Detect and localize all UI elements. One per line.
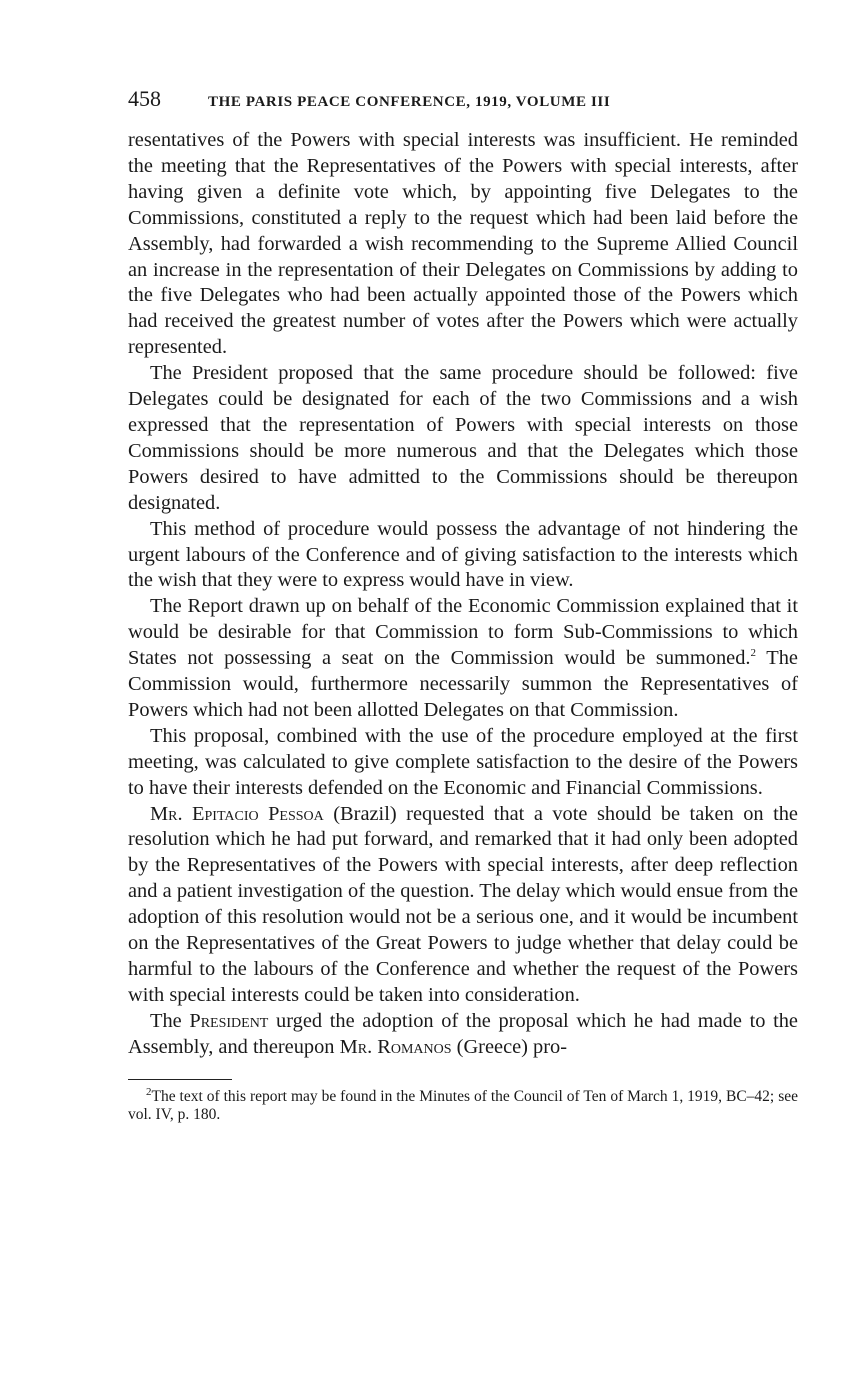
document-page [128,86,798,1124]
paragraph-1 [128,128,798,361]
page-header [128,86,798,116]
paragraph-4-text-a: The Report drawn up on behalf of the Economic Commission explained that it would be desirable for that Commission to form Sub-Commissions to which States not possessing a seat on the Commission would be summoned. [128,595,798,670]
page-number: 458 [128,86,161,111]
paragraph-6-text: (Brazil) requested that a vote should be taken on the resolution which he had put forward, and remarked that it had only been adopted by the Representatives of the Powers with special interests, after deep reflection and a patient investigation of the question. The delay which would ensue from the adoption of this resolution would not be a serious one, and it would be incumbent on the Representatives of the Great Powers to judge whether that delay could be harmful to the labours of the Conference and whether the request of the Powers with special interests could be taken into consideration. [128,802,798,1006]
running-title: THE PARIS PEACE CONFERENCE, 1919, VOLUME III [208,94,611,110]
paragraph-2-text: The President proposed that the same procedure should be followed: five Delegates could be designated for each of the two Commissions and a wish expressed that the representation of Powers with special interests on those Commissions should be more numerous and that the Delegates which those Powers desired to have admitted to the Commissions should be thereupon designated. [128,362,798,514]
paragraph-5-text: This proposal, combined with the use of the procedure employed at the first meeting, was calculated to give complete satisfaction to the desire of the Powers to have their interests defended on the Economic and Financial Commissions. [128,724,798,799]
footnote-text: The text of this report may be found in the Minutes of the Council of Ten of March 1, 1919, BC–42; see vol. IV, p. 180. [128,1087,798,1123]
paragraph-3 [128,517,798,595]
speaker-name: Mr. Epitacio Pessoa [150,802,324,825]
paragraph-2 [128,361,798,516]
paragraph-5 [128,724,798,802]
paragraph-4-text-b: The Commission would, furthermore necessarily summon the Representatives of Powers which had not been allotted Delegates on that Commission. [128,647,798,721]
paragraph-4 [128,594,798,724]
footnote [128,1085,798,1124]
paragraph-7-text-c: (Greece) pro- [451,1035,568,1058]
paragraph-6 [128,802,798,1009]
footnote-marker: 2 [146,1085,152,1098]
footnote-reference: 2 [750,647,756,660]
paragraph-7-text-a: The [150,1009,190,1032]
paragraph-3-text: This method of procedure would possess the advantage of not hindering the urgent labours of the Conference and of giving satisfaction to the interests which the wish that they were to express would have in view. [128,517,798,592]
romanos-name: Mr. Romanos [339,1035,452,1058]
paragraph-7 [128,1009,798,1061]
president-name: President [189,1009,269,1032]
paragraph-7-text-b: urged the adoption of the proposal which he had made to the Assembly, and thereupon [128,1009,798,1058]
footnote-divider [128,1079,232,1080]
body-text [128,128,798,1061]
paragraph-1-text: resentatives of the Powers with special interests was insufficient. He reminded the meeting that the Representatives of the Powers with special interests, after having given a definite vote which, by appointing five Delegates to the Commissions, constituted a reply to the request which had been laid before the Assembly, had forwarded a wish recommending to the Supreme Allied Council an increase in the representation of their Delegates on Commissions by adding to the five Delegates who had been actually appointed those of the Powers which had received the greatest number of votes after the Powers which were actually represented. [128,129,798,359]
